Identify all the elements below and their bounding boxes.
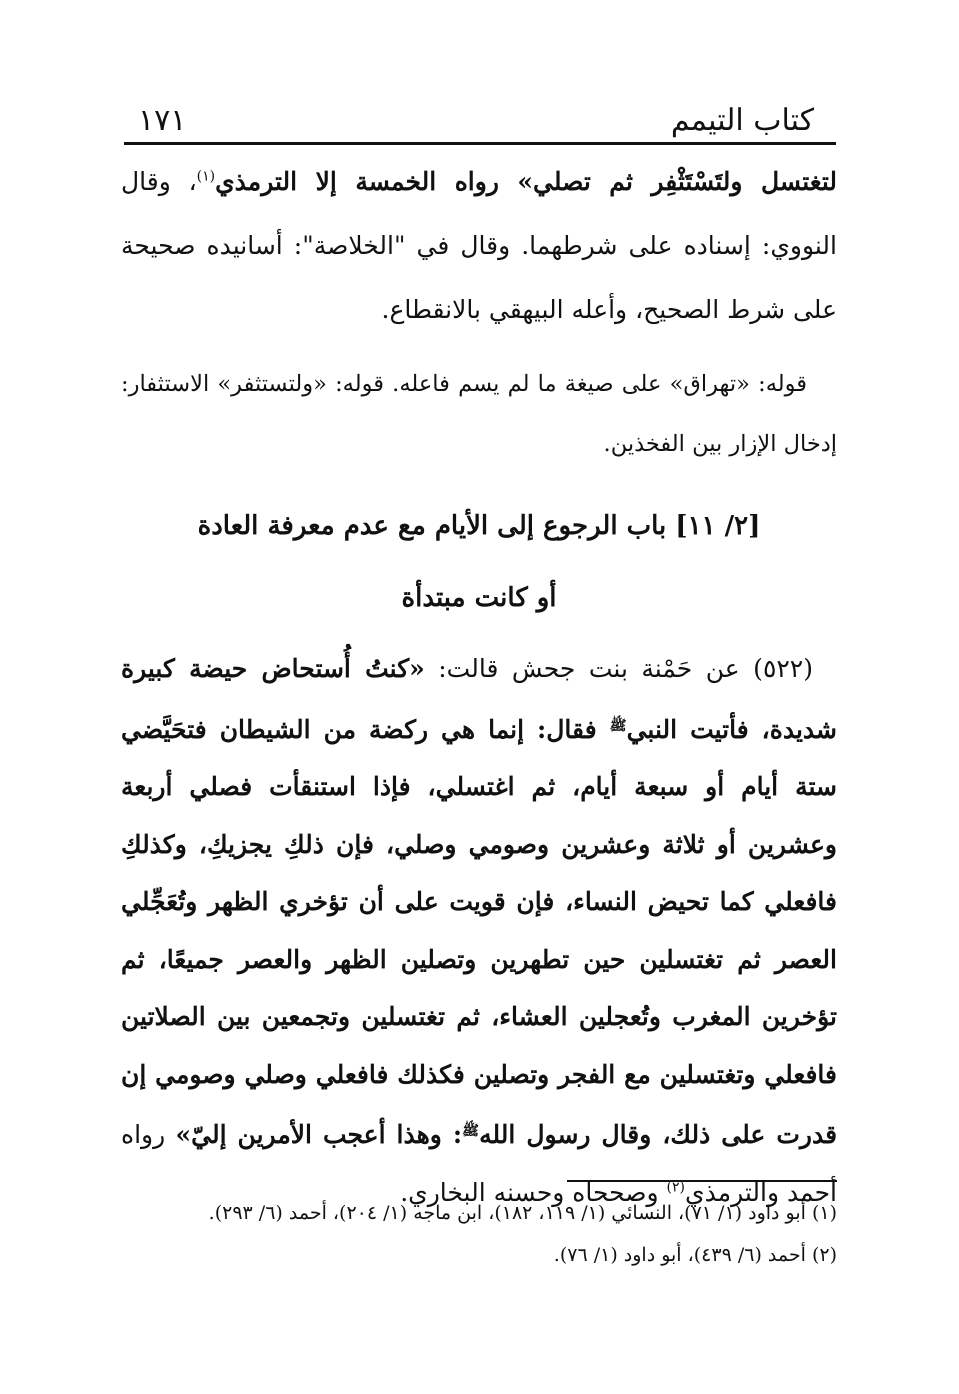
- hadith-source-2: وصححاه وحسنه البخاري.: [400, 1177, 667, 1207]
- hadith-paragraph: [121, 640, 837, 1221]
- footnote-divider: [567, 1180, 837, 1182]
- hadith-intro: (٥٢٢) عن حَمْنة بنت جحش قالت:: [424, 654, 813, 683]
- page-header: [124, 96, 836, 145]
- hadith-text-1: «كنتُ أُستحاض حيضة كبيرة شديدة، فأتيت النبي: [121, 654, 837, 744]
- footnote-1: (١) أبو داود (١/ ٧١)، النسائي (١/ ١١٩، ١٨٢)، ابن ماجه (١/ ٢٠٤)، أحمد (٦/ ٢٩٣).: [208, 1202, 837, 1224]
- paragraph-1-rest: ، وقال النووي: إسناده على شرطهما. وقال في "الخلاصة": أسانيده صحيحة على شرط الصحيح، وأعله البيهقي بالانقطاع.: [121, 167, 837, 324]
- hadith-text-2: فقال: إنما هي ركضة من الشيطان فتحَيَّضي ستة أيام أو سبعة أيام، ثم اغتسلي، فإذا استنقأت فصلي أربعة وعشرين أو ثلاثة وعشرين وصومي وصلي، فإن ذلكِ يجزيكِ، وكذلكِ فافعلي كما تحيض النساء، فإن قويت على أن تؤخري الظهر وتُعَجِّلي العصر ثم تغتسلين حين تطهرين وتصلين الظهر والعصر جميعًا، ثم تؤخرين المغرب وتُعجلين العشاء، ثم تغتسلين وتجمعين بين الصلاتين فافعلي وتغتسلين مع الفجر وتصلين فكذلك فافعلي وصلي وصومي إن قدرت على ذلك، وقال رسول الله: [121, 714, 838, 1149]
- footnotes: [121, 1192, 837, 1276]
- section-heading-line-2: أو كانت مبتدأة: [401, 583, 557, 613]
- pbuh-glyph: ﷺ: [609, 717, 627, 734]
- quote-end: لتغتسل ولتَسْتَثْفِر ثم تصلي» رواه الخمسة إلا الترمذي: [215, 167, 837, 196]
- paragraph-2: قوله: «تهراق» على صيغة ما لم يسم فاعله. قوله: «ولتستثفر» الاستثفار: إدخال الإزار بين الفخذين.: [121, 371, 837, 457]
- chapter-title: كتاب التيمم: [670, 103, 814, 138]
- section-heading-line-1: [٢/ ١١] باب الرجوع إلى الأيام مع عدم معرفة العادة: [197, 511, 761, 541]
- footnote-ref-1[interactable]: (١): [196, 168, 216, 185]
- footnote-2: (٢) أحمد (٦/ ٤٣٩)، أبو داود (١/ ٧٦).: [553, 1244, 837, 1266]
- hadith-text-3: : وهذا أعجب الأمرين إليّ»: [175, 1120, 463, 1149]
- page-number: ١٧١: [138, 103, 187, 138]
- hadith-source-1: رواه أحمد والترمذي: [121, 1120, 837, 1207]
- pbuh-glyph-2: ﷺ: [462, 1123, 480, 1139]
- footnote-ref-2[interactable]: (٢): [666, 1179, 686, 1196]
- main-text: [121, 150, 837, 1221]
- paragraph-1: [121, 150, 837, 342]
